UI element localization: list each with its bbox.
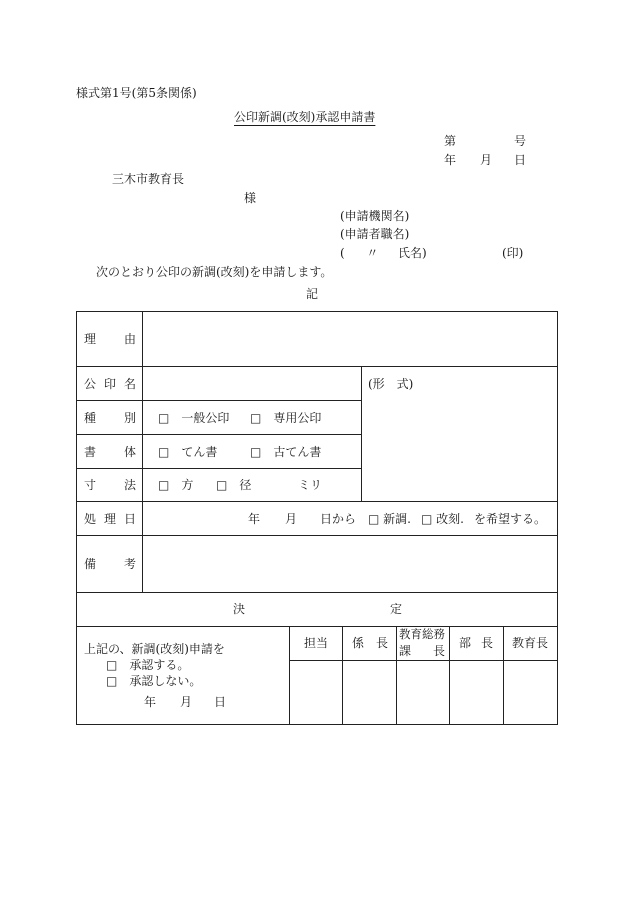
ditto-mark: 〃 (366, 246, 379, 260)
font-label-1: 書 (84, 445, 97, 459)
reason-label-2: 由 (123, 332, 136, 346)
process-date-label (84, 513, 136, 525)
decision-year: 年 (144, 695, 157, 709)
approver-kakaricho-2: 長 (375, 636, 388, 650)
remarks-label-2: 考 (123, 557, 136, 571)
seal-name-label (84, 378, 136, 390)
type-option-special[interactable]: □ 専用公印 (250, 411, 322, 425)
format-label: (形 式) (368, 377, 414, 391)
approver-bucho-2: 長 (480, 636, 493, 650)
border-bottom (76, 724, 558, 725)
approver-col-line (396, 626, 397, 725)
approver-kyoikucho: 教育長 (512, 636, 549, 650)
seal-name-label-2: 印 (103, 377, 116, 391)
row-line (76, 468, 361, 469)
intro-text: 次のとおり公印の新調(改刻)を申請します。 (96, 265, 333, 279)
applicant-name-open: ( (340, 246, 345, 260)
decision-day: 日 (214, 695, 227, 709)
seal-mark: (印) (502, 246, 524, 260)
approver-col-line (503, 626, 504, 725)
approver-kacho-1: 課 (399, 644, 412, 658)
type-label (84, 412, 136, 424)
border-right (557, 311, 558, 725)
number-suffix: 号 (514, 134, 527, 148)
font-label (84, 446, 136, 458)
document-title: 公印新調(改刻)承認申請書 (234, 110, 376, 124)
seal-name-label-3: 名 (123, 377, 136, 391)
process-month: 月 (285, 512, 298, 526)
size-option-diameter[interactable]: □ 径 (216, 478, 252, 492)
decision-text: 上記の、新調(改刻)申請を (84, 642, 225, 656)
applicant-name-label (340, 247, 427, 259)
format-col-line (361, 366, 362, 501)
size-label-1: 寸 (84, 478, 97, 492)
process-date-label-3: 日 (123, 512, 136, 526)
size-label (84, 479, 136, 491)
process-suffix: を希望する。 (474, 512, 547, 526)
border-top (76, 311, 558, 312)
approver-kacho-line2 (399, 645, 445, 657)
decision-reject[interactable]: □ 承認しない。 (106, 674, 202, 688)
row-line (76, 501, 558, 502)
process-year: 年 (248, 512, 261, 526)
approver-bucho-1: 部 (459, 636, 472, 650)
row-line (76, 400, 361, 401)
size-label-2: 法 (123, 478, 136, 492)
process-from: 日から (320, 512, 357, 526)
approver-col-line (342, 626, 343, 725)
approver-col-line (289, 626, 290, 725)
approver-kacho-2: 長 (432, 644, 445, 658)
date-month: 月 (480, 153, 493, 167)
remarks-label-1: 備 (84, 557, 97, 571)
option-new[interactable]: □ 新調. (368, 512, 411, 526)
applicant-title-label: (申請者職名) (340, 227, 410, 241)
type-label-1: 種 (84, 411, 97, 425)
decision-label-2: 定 (390, 602, 403, 616)
option-recarve[interactable]: □ 改刻. (421, 512, 464, 526)
decision-approve[interactable]: □ 承認する。 (106, 658, 190, 672)
type-label-2: 別 (123, 411, 136, 425)
addressee: 三木市教育長 (112, 172, 185, 186)
row-line (76, 535, 558, 536)
reason-label-1: 理 (84, 332, 97, 346)
date-year: 年 (444, 153, 457, 167)
number-prefix: 第 (444, 134, 457, 148)
honorific: 様 (244, 191, 257, 205)
row-line (76, 592, 558, 593)
row-line (76, 366, 558, 367)
approver-tanto: 担当 (304, 636, 329, 650)
decision-label-1: 決 (233, 602, 246, 616)
applicant-name-text: 氏名) (398, 246, 427, 260)
size-option-square[interactable]: □ 方 (158, 478, 194, 492)
row-line (76, 434, 361, 435)
applicant-org-label: (申請機関名) (340, 209, 410, 223)
approver-kakaricho (352, 637, 388, 649)
form-number: 様式第1号(第5条関係) (76, 86, 197, 100)
ki-label: 記 (306, 287, 319, 301)
process-date-label-1: 処 (84, 512, 97, 526)
font-option-tensho[interactable]: □ てん書 (158, 445, 218, 459)
application-table (76, 311, 558, 725)
seal-name-label-1: 公 (84, 377, 97, 391)
approver-col-line (449, 626, 450, 725)
label-col-line (142, 311, 143, 592)
font-label-2: 体 (123, 445, 136, 459)
reason-label (84, 333, 136, 345)
type-option-general[interactable]: □ 一般公印 (158, 411, 230, 425)
approver-kakaricho-1: 係 (352, 636, 365, 650)
process-date-label-2: 理 (103, 512, 116, 526)
decision-month: 月 (180, 695, 193, 709)
border-left (76, 311, 77, 725)
row-line (289, 660, 558, 661)
approver-kacho-line1: 教育総務 (399, 627, 445, 641)
date-day: 日 (514, 153, 527, 167)
font-option-kotensho[interactable]: □ 古てん書 (250, 445, 322, 459)
row-line (76, 626, 558, 627)
size-unit-mm: ミリ (298, 478, 323, 492)
approver-bucho (459, 637, 493, 649)
remarks-label (84, 558, 136, 570)
